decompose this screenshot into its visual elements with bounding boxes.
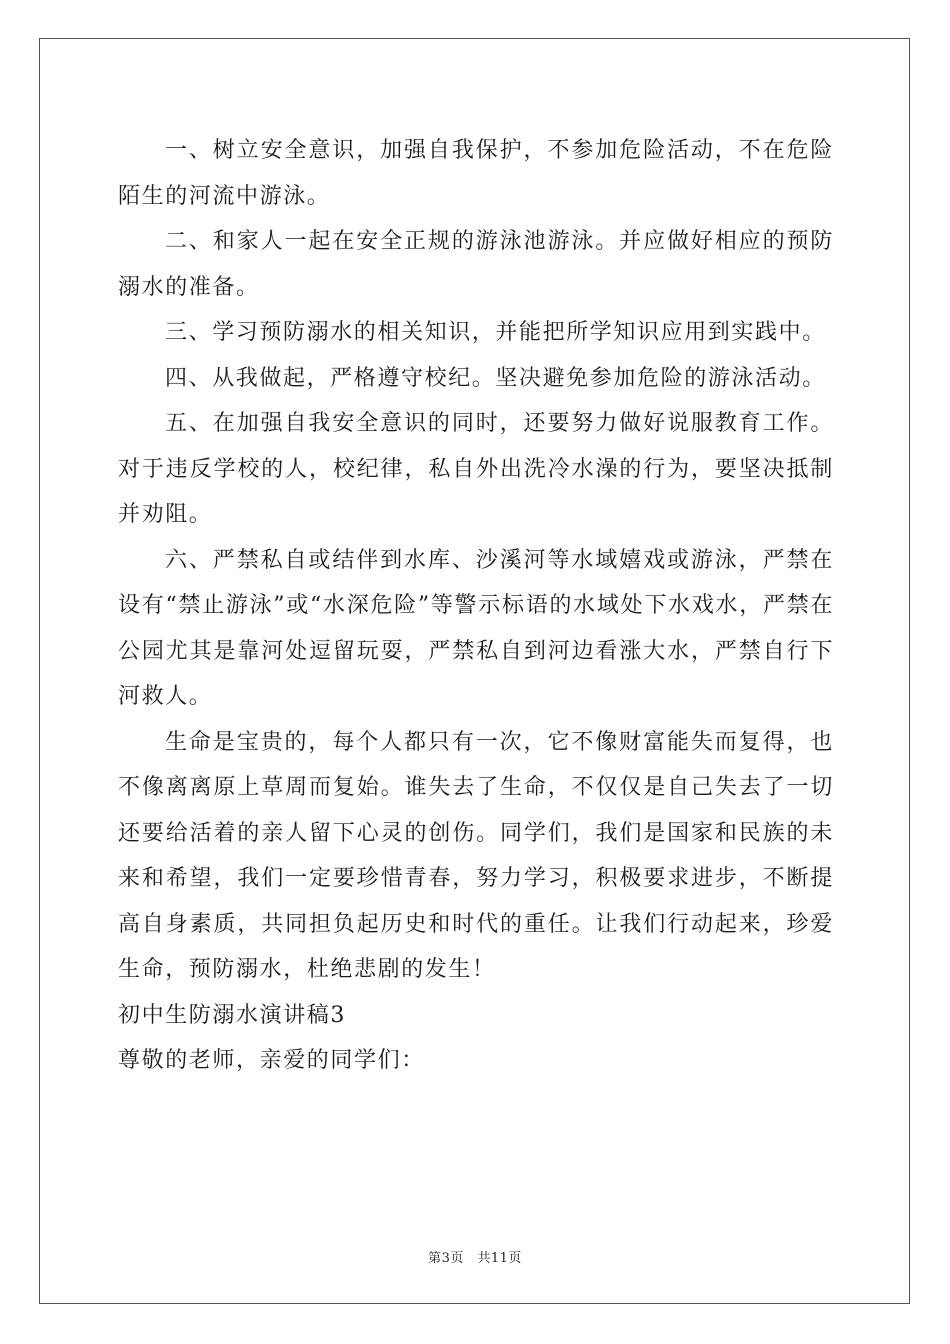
- salutation: 尊敬的老师，亲爱的同学们：: [118, 1048, 425, 1073]
- paragraph-7: 生命是宝贵的，每个人都只有一次，它不像财富能失而复得，也不像离离原上草周而复始。谁失去了生命，不仅仅是自己失去了一切还要给活着的亲人留下心灵的创伤。同学们，我们是国家和民族的未来和希望，我们一定要珍惜青春，努力学习，积极要求进步，不断提高自身素质，共同担负起历史和时代的重任。让我们行动起来，珍爱生命，预防溺水，杜绝悲剧的发生！: [118, 729, 834, 982]
- paragraph-5: 五、在加强自我安全意识的同时，还要努力做好说服教育工作。对于违反学校的人，校纪律，私自外出洗冷水澡的行为，要坚决抵制并劝阻。: [118, 411, 834, 527]
- section-heading: 初中生防溺水演讲稿3: [118, 1002, 346, 1028]
- page-footer: [0, 1247, 950, 1266]
- paragraph-2: 二、和家人一起在安全正规的游泳池游泳。并应做好相应的预防溺水的准备。: [118, 229, 834, 300]
- paragraph-3: 三、学习预防溺水的相关知识，并能把所学知识应用到实践中。: [165, 320, 826, 345]
- paragraph-1: 一、树立安全意识，加强自我保护，不参加危险活动，不在危险陌生的河流中游泳。: [118, 138, 834, 209]
- page-number: 第3页 共11页: [428, 1251, 522, 1266]
- paragraph-6: 六、严禁私自或结伴到水库、沙溪河等水域嬉戏或游泳，严禁在设有“禁止游泳”或“水深危险”等警示标语的水域处下水戏水，严禁在公园尤其是靠河处逗留玩耍，严禁私自到河边看涨大水，严禁自行下河救人。: [118, 547, 834, 709]
- paragraph-4: 四、从我做起，严格遵守校纪。坚决避免参加危险的游泳活动。: [165, 365, 826, 391]
- document-body: [118, 128, 834, 1084]
